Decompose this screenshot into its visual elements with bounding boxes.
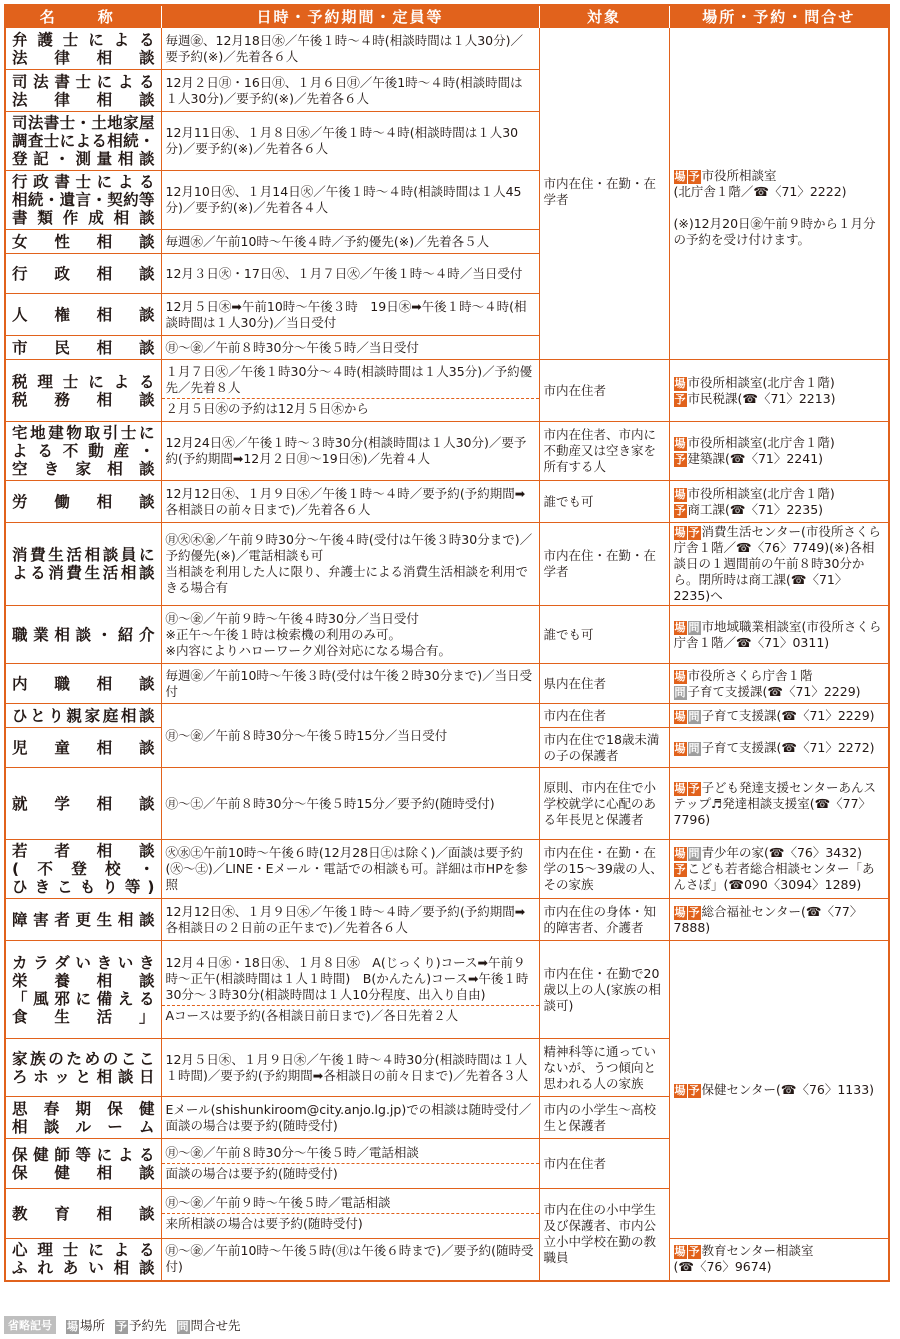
datetime-sub: ２月５日㊌の予約は12月５日㊍から [162, 398, 539, 419]
row-target: 市内在住者 [539, 704, 669, 728]
datetime-note: ※内容によりハローワーク刈谷対応になる場合有。 [165, 642, 451, 658]
row-name: 司法書士による 法律相談 [5, 70, 161, 112]
header-name: 名 称 [5, 5, 161, 28]
row-name: 市民相談 [5, 336, 161, 360]
place-icon: 場 [674, 847, 686, 860]
row-target: 精神科等に通っていないが、うつ傾向と思われる人の家族 [539, 1039, 669, 1097]
row-name: 児童相談 [5, 728, 161, 768]
reservation-icon: 予 [674, 503, 686, 517]
datetime-main: ㊊～㊎／午前９時～午後５時／電話相談 [165, 1195, 391, 1210]
abbreviation-legend [4, 1316, 241, 1334]
place-text: 市地域職業相談室(市役所さくら庁舎１階／☎〈71〉0311) [673, 618, 882, 650]
place-text: 子ども発達支援センターあんステップ♬発達相談支援室(☎〈77〉7796) [673, 779, 877, 827]
row-place [669, 523, 889, 606]
table-row [5, 941, 889, 1039]
place-sub: (☎〈76〉9674) [673, 1259, 772, 1275]
row-datetime: 12月12日㊍、１月９日㊍／午後１時～４時／要予約(予約期間➡各相談日の前々日まで)／先着各６人 [161, 481, 539, 523]
datetime-sub: 来所相談の場合は要予約(随時受付) [162, 1213, 539, 1234]
legend-label: 問合せ先 [190, 1318, 241, 1333]
row-name: 就学相談 [5, 768, 161, 840]
datetime-note: ※正午～午後１時は検索機の利用のみ可。 [165, 626, 401, 642]
row-target: 原則、市内在住で小学校就学に心配のある年長児と保護者 [539, 768, 669, 840]
row-target: 市内在住・在勤・在学者 [539, 28, 669, 360]
table-row [5, 704, 889, 728]
place-note: (※)12月20日㊎午前９時から１月分の予約を受け付けます。 [673, 216, 876, 247]
legend-item-reservation [115, 1316, 167, 1334]
header-target: 対象 [539, 5, 669, 28]
row-datetime: 12月24日㊋／午後１時～３時30分(相談時間は１人30分)／要予約(予約期間➡12月２日㊊～19日㊍)／先着４人 [161, 422, 539, 481]
row-target: 市内在住者 [539, 360, 669, 422]
row-place [669, 422, 889, 481]
place-icon: 場 [674, 741, 686, 755]
consultation-table-wrapper [4, 4, 888, 1282]
row-target: 県内在住者 [539, 664, 669, 704]
place-text: 市役所相談室(北庁舎１階) [687, 374, 835, 390]
row-name: 税理士による 税務相談 [5, 360, 161, 422]
row-datetime [161, 941, 539, 1039]
row-place [669, 360, 889, 422]
row-place [669, 664, 889, 704]
reservation-icon: 予 [688, 1083, 700, 1097]
datetime-main: ㊊～㊎／午前８時30分～午後５時／電話相談 [165, 1145, 419, 1160]
legend-label: 予約先 [129, 1318, 167, 1333]
table-row [5, 481, 889, 523]
row-datetime [161, 606, 539, 664]
row-datetime: 12月10日㊋、１月14日㊋／午後１時～４時(相談時間は１人45分)／要予約(※)／先着各４人 [161, 171, 539, 230]
place-text: 教育センター相談室 [701, 1243, 814, 1259]
inquiry-icon: 問 [177, 1320, 189, 1333]
row-target: 誰でも可 [539, 481, 669, 523]
row-datetime: ㊊～㊎／午前８時30分～午後５時15分／当日受付 [161, 704, 539, 768]
row-name: 家族のためのここ ろホッと相談日 [5, 1039, 161, 1097]
table-header-row [5, 5, 889, 28]
row-name: 保健師等による 保健相談 [5, 1139, 161, 1189]
place-icon: 場 [674, 905, 686, 919]
inquiry-icon: 問 [688, 741, 700, 755]
row-place [669, 481, 889, 523]
row-name: 司法書士・土地家屋 調査士による相続・ 登記・測量相談 [5, 112, 161, 171]
row-datetime [161, 1139, 539, 1189]
row-name: カラダいきいき 栄養相談 「風邪に備える 食生活」 [5, 941, 161, 1039]
row-place [669, 606, 889, 664]
row-name: 人権相談 [5, 294, 161, 336]
row-target: 市内在住・在勤・在学者 [539, 523, 669, 606]
table-row [5, 664, 889, 704]
place-text: 市役所相談室(北庁舎１階) [687, 485, 835, 501]
row-target: 市内在住の身体・知的障害者、介護者 [539, 899, 669, 941]
datetime-main: 12月４日㊌・18日㊌、１月８日㊌ A(じっくり)コース➡午前９時～正午(相談時間は１人１時間) B(かんたん)コース➡午後１時30分～３時30分(相談時間は１人10分程度、出入り自由) [165, 955, 529, 1002]
place-text: こども若者総合相談センター「あんさぽ」(☎090〈3094〉1289) [673, 861, 875, 892]
reservation-icon: 予 [116, 1320, 128, 1333]
datetime-note: 当相談を利用した人に限り、弁護士による消費生活相談を利用できる場合有 [165, 564, 529, 595]
place-icon: 場 [674, 526, 686, 539]
row-place [669, 704, 889, 728]
row-name: 宅地建物取引士に よる不動産・ 空き家相談 [5, 422, 161, 481]
row-datetime: 12月２日㊊・16日㊊、１月６日㊊／午後1時～４時(相談時間は１人30分)／要予約(※)／先着各６人 [161, 70, 539, 112]
row-datetime: ㊊～㊎／午前８時30分～午後５時／当日受付 [161, 336, 539, 360]
header-place: 場所・予約・問合せ [669, 5, 889, 28]
reservation-icon: 予 [674, 863, 686, 876]
row-datetime: ㊊～㊎／午前10時～午後５時(㊊は午後６時まで)／要予約(随時受付) [161, 1239, 539, 1281]
row-target: 市内在住者、市内に不動産又は空き家を所有する人 [539, 422, 669, 481]
place-text: 商工課(☎〈71〉2235) [687, 501, 824, 517]
row-datetime: 12月５日㊍、１月９日㊍／午後１時～４時30分(相談時間は１人１時間)／要予約(予約期間➡各相談日の前々日まで)／先着各３人 [161, 1039, 539, 1097]
row-name: 行政相談 [5, 254, 161, 294]
row-datetime: Eメール(shishunkiroom@city.anjo.lg.jp)での相談は随時受付／面談の場合は要予約(随時受付) [161, 1097, 539, 1139]
place-text: 市民税課(☎〈71〉2213) [687, 390, 836, 406]
inquiry-icon: 問 [688, 620, 700, 634]
table-row [5, 422, 889, 481]
row-datetime: 毎週㊌／午前10時～午後４時／予約優先(※)／先着各５人 [161, 230, 539, 254]
row-datetime: 12月３日㊋・17日㊋、１月７日㊋／午後１時～４時／当日受付 [161, 254, 539, 294]
consultation-table [4, 4, 890, 1282]
place-sub: (北庁舎１階／☎〈71〉2222) [673, 184, 847, 199]
row-place [669, 768, 889, 840]
place-text: 保健センター(☎〈76〉1133) [701, 1081, 875, 1097]
place-icon: 場 [67, 1320, 78, 1333]
row-place [669, 728, 889, 768]
row-datetime [161, 360, 539, 422]
row-datetime [161, 523, 539, 606]
row-place [669, 941, 889, 1239]
row-name: 若者相談 (不登校・ ひきこもり等) [5, 840, 161, 899]
row-datetime: 12月12日㊍、１月９日㊍／午後１時～４時／要予約(予約期間➡各相談日の２日前の正午まで)／先着各６人 [161, 899, 539, 941]
row-name: 行政書士による 相続・遺言・契約等 書類作成相談 [5, 171, 161, 230]
row-target: 市内在住・在勤・在学の15～39歳の人、その家族 [539, 840, 669, 899]
row-place [669, 899, 889, 941]
reservation-icon: 予 [688, 1245, 700, 1259]
table-row [5, 1239, 889, 1281]
legend-title: 省略記号 [4, 1316, 56, 1334]
place-text: 市役所さくら庁舎１階 [687, 667, 813, 683]
row-name: 障害者更生相談 [5, 899, 161, 941]
row-target: 市内在住で18歳未満の子の保護者 [539, 728, 669, 768]
table-row [5, 28, 889, 70]
row-datetime: 12月５日㊍➡午前10時～午後３時 19日㊍➡午後１時～４時(相談時間は１人30分)／当日受付 [161, 294, 539, 336]
row-name: 心理士による ふれあい相談 [5, 1239, 161, 1281]
row-name: 消費生活相談員に よる消費生活相談 [5, 523, 161, 606]
inquiry-icon: 問 [674, 685, 686, 699]
header-datetime: 日時・予約期間・定員等 [161, 5, 539, 28]
row-name: 教育相談 [5, 1189, 161, 1239]
place-text: 子育て支援課(☎〈71〉2272) [701, 739, 875, 755]
table-row [5, 360, 889, 422]
table-row [5, 899, 889, 941]
row-name: 労働相談 [5, 481, 161, 523]
row-place [669, 28, 889, 360]
row-name: 内職相談 [5, 664, 161, 704]
place-icon: 場 [674, 376, 686, 390]
place-text: 総合福祉センター(☎〈77〉7888) [673, 903, 863, 935]
datetime-sub: Aコースは要予約(各相談日前日まで)／各日先着２人 [162, 1005, 539, 1026]
row-datetime: 毎週㊎、12月18日㊌／午後１時～４時(相談時間は１人30分)／要予約(※)／先着各６人 [161, 28, 539, 70]
row-datetime [161, 1189, 539, 1239]
row-place [669, 1239, 889, 1281]
place-text: 子育て支援課(☎〈71〉2229) [687, 683, 861, 699]
place-icon: 場 [674, 170, 686, 183]
row-datetime: ㊋㊌㊏午前10時～午後６時(12月28日㊏は除く)／面談は要予約(㊋～㊏)／LINE・Eメール・電話での相談も可。詳細は市HPを参照 [161, 840, 539, 899]
place-icon: 場 [674, 437, 686, 450]
table-row [5, 840, 889, 899]
place-icon: 場 [674, 1245, 686, 1259]
row-name: 思春期保健 相談ルーム [5, 1097, 161, 1139]
place-icon: 場 [674, 1083, 686, 1097]
row-name: 職業相談・紹介 [5, 606, 161, 664]
place-text: 消費生活センター(市役所さくら庁舎１階／☎〈76〉7749)(※)各相談日の１週間前の午前８時30分から。閉所時は商工課(☎〈71〉2235)へ [673, 524, 881, 603]
row-name: 女性相談 [5, 230, 161, 254]
reservation-icon: 予 [688, 526, 700, 539]
inquiry-icon: 問 [688, 847, 700, 860]
row-place [669, 840, 889, 899]
datetime-main: １月７日㊋／午後１時30分～４時(相談時間は１人35分)／予約優先／先着８人 [165, 364, 533, 395]
row-target: 市内の小学生～高校生と保護者 [539, 1097, 669, 1139]
reservation-icon: 予 [688, 905, 700, 919]
table-row [5, 768, 889, 840]
table-row [5, 523, 889, 606]
inquiry-icon: 問 [688, 709, 700, 723]
datetime-sub: 面談の場合は要予約(随時受付) [162, 1163, 539, 1184]
row-datetime: 毎週㊎／午前10時～午後３時(受付は午後２時30分まで)／当日受付 [161, 664, 539, 704]
reservation-icon: 予 [674, 392, 686, 406]
legend-label: 場所 [80, 1318, 106, 1333]
place-icon: 場 [674, 487, 686, 501]
legend-item-place [66, 1316, 105, 1334]
row-target: 市内在住者 [539, 1139, 669, 1189]
reservation-icon: 予 [674, 453, 686, 466]
place-icon: 場 [674, 709, 686, 723]
place-text: 青少年の家(☎〈76〉3432) [701, 845, 863, 860]
row-target: 市内在住・在勤で20歳以上の人(家族の相談可) [539, 941, 669, 1039]
row-datetime: 12月11日㊌、１月８日㊌／午後１時～４時(相談時間は１人30分)／要予約(※)／先着各６人 [161, 112, 539, 171]
reservation-icon: 予 [688, 781, 700, 795]
place-text: 子育て支援課(☎〈71〉2229) [701, 707, 875, 723]
place-text: 市役所相談室 [701, 168, 777, 183]
reservation-icon: 予 [688, 170, 700, 183]
place-icon: 場 [674, 781, 686, 795]
table-row [5, 606, 889, 664]
place-text: 市役所相談室(北庁舎１階) [687, 435, 835, 450]
legend-item-inquiry [177, 1316, 241, 1334]
row-datetime: ㊊～㊏／午前８時30分～午後５時15分／要予約(随時受付) [161, 768, 539, 840]
row-name: ひとり親家庭相談 [5, 704, 161, 728]
row-name: 弁護士による 法律相談 [5, 28, 161, 70]
place-icon: 場 [674, 620, 686, 634]
datetime-main: ㊊㊋㊍㊎／午前９時30分～午後４時(受付は午後３時30分まで)／予約優先(※)／電話相談も可 [165, 532, 533, 563]
place-icon: 場 [674, 669, 686, 683]
row-target: 市内在住の小中学生及び保護者、市内公立小中学校在勤の教職員 [539, 1189, 669, 1281]
row-target: 誰でも可 [539, 606, 669, 664]
place-text: 建築課(☎〈71〉2241) [687, 451, 824, 466]
datetime-main: ㊊～㊎／午前９時～午後４時30分／当日受付 [165, 610, 419, 626]
